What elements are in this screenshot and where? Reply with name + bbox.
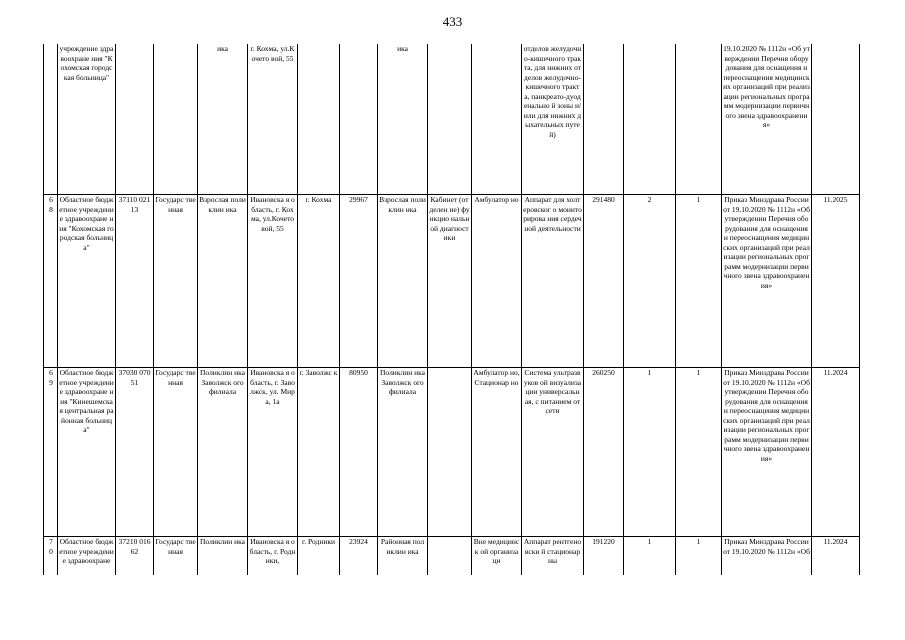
quantity-cell: 2 (624, 195, 676, 368)
address-cell: Ивановска я область, г. Родники, (248, 537, 298, 576)
equipment-table (43, 44, 860, 575)
basis-cell: Приказ Минздрава России от 19.10.2020 № 1112н «Об утверждении Перечня оборудования для оснащения и переоснащения медицинских организаций при реализации региональных программ модернизации первичного звена здравоохранения» (722, 368, 812, 537)
room-cell: Кабинет (отделен ие) функцио нальной диагност ики (428, 195, 472, 368)
address-cell: Ивановска я область, г. Заволжск, ул. Мира, 1а (248, 368, 298, 537)
date-cell (812, 44, 860, 195)
organization-cell: Областное бюджетное учреждение здравоохране ния "Кинешемска я центральная районная больница" (58, 368, 116, 537)
code-cell: 37110 02113 (116, 195, 154, 368)
date-cell: 11.2025 (812, 195, 860, 368)
address-cell: Ивановска я область, г. Кохма, ул.Кочето вой, 55 (248, 195, 298, 368)
table-row (44, 44, 860, 195)
room-cell (428, 44, 472, 195)
ownership-cell: Государс твенная (154, 537, 198, 576)
nkmi-code-cell: 291480 (584, 195, 624, 368)
address-cell: г. Кохма, ул.Кочето вой, 55 (248, 44, 298, 195)
ownership-cell (154, 44, 198, 195)
row-number (44, 44, 58, 195)
quantity-cell-2 (676, 44, 722, 195)
conditions-cell: Амбулатор но (472, 195, 522, 368)
table-row (44, 368, 860, 537)
basis-cell: Приказ Минздрава России от 19.10.2020 № 1112н «Об (722, 537, 812, 576)
conditions-cell: Вне медицинск ой организаци (472, 537, 522, 576)
row-number: 7 0 (44, 537, 58, 576)
code-cell (116, 44, 154, 195)
division-cell: ика (198, 44, 248, 195)
quantity-cell-2: 1 (676, 195, 722, 368)
basis-cell: 19.10.2020 № 1112н «Об утверждении Перечня оборудования для оснащения и переоснащения медицинских организаций при реализации региональных программ модернизации первичного звена здравоохранения» (722, 44, 812, 195)
nkmi-code-cell: 260250 (584, 368, 624, 537)
okato-cell (340, 44, 378, 195)
equipment-cell: Система ультразвуков ой визуализации универсальн ая, с питанием от сети (522, 368, 584, 537)
equipment-cell: Аппарат рентгеновски й стационарны (522, 537, 584, 576)
quantity-cell: 1 (624, 368, 676, 537)
organization-cell: Областное бюджетное учреждение здравоохране ния "Кохомская городская больница" (58, 195, 116, 368)
table-row (44, 195, 860, 368)
okato-cell: 29967 (340, 195, 378, 368)
nkmi-code-cell: 191220 (584, 537, 624, 576)
structural-unit-cell: ика (378, 44, 428, 195)
quantity-cell-2: 1 (676, 368, 722, 537)
room-cell (428, 368, 472, 537)
conditions-cell (472, 44, 522, 195)
settlement-cell (298, 44, 340, 195)
division-cell: Поликлин ика Заволжск ого филиала (198, 368, 248, 537)
organization-cell: учреждение здравоохране ния "Кохомская городская больница" (58, 44, 116, 195)
quantity-cell: 1 (624, 537, 676, 576)
equipment-cell: Аппарат для холтеровског о мониторирова ния сердечной деятельности (522, 195, 584, 368)
settlement-cell: г. Кохма (298, 195, 340, 368)
nkmi-code-cell (584, 44, 624, 195)
structural-unit-cell: Поликлин ика Заволжск ого филиала (378, 368, 428, 537)
organization-cell: Областное бюджетное учреждение здравоохране (58, 537, 116, 576)
code-cell: 37210 01662 (116, 537, 154, 576)
basis-cell: Приказ Минздрава России от 19.10.2020 № 1112н «Об утверждении Перечня оборудования для оснащения и переоснащения медицинских организаций при реализации региональных программ модернизации первичного звена здравоохранения» (722, 195, 812, 368)
date-cell: 11.2024 (812, 368, 860, 537)
date-cell: 11.2024 (812, 537, 860, 576)
structural-unit-cell: Районная поликлин ика (378, 537, 428, 576)
ownership-cell: Государс твенная (154, 368, 198, 537)
okato-cell: 80950 (340, 368, 378, 537)
quantity-cell-2: 1 (676, 537, 722, 576)
quantity-cell (624, 44, 676, 195)
division-cell: Взрослая поликлин ика (198, 195, 248, 368)
row-number: 6 9 (44, 368, 58, 537)
room-cell (428, 537, 472, 576)
code-cell: 37030 07051 (116, 368, 154, 537)
division-cell: Поликлин ика (198, 537, 248, 576)
conditions-cell: Амбулатор но, Стационар но (472, 368, 522, 537)
ownership-cell: Государс твенная (154, 195, 198, 368)
row-number: 6 8 (44, 195, 58, 368)
page-number: 433 (442, 14, 463, 29)
table-row (44, 537, 860, 576)
settlement-cell: г. Заволжс к (298, 368, 340, 537)
settlement-cell: г. Родники (298, 537, 340, 576)
structural-unit-cell: Взрослая поликлин ика (378, 195, 428, 368)
okato-cell: 23924 (340, 537, 378, 576)
equipment-cell: отделов желудочно-кишечного тракта, для нижних отделов желудочно-кишечного тракта, панкреато-дуоденально й зоны и/или для нижних дыхательных путей) (522, 44, 584, 195)
